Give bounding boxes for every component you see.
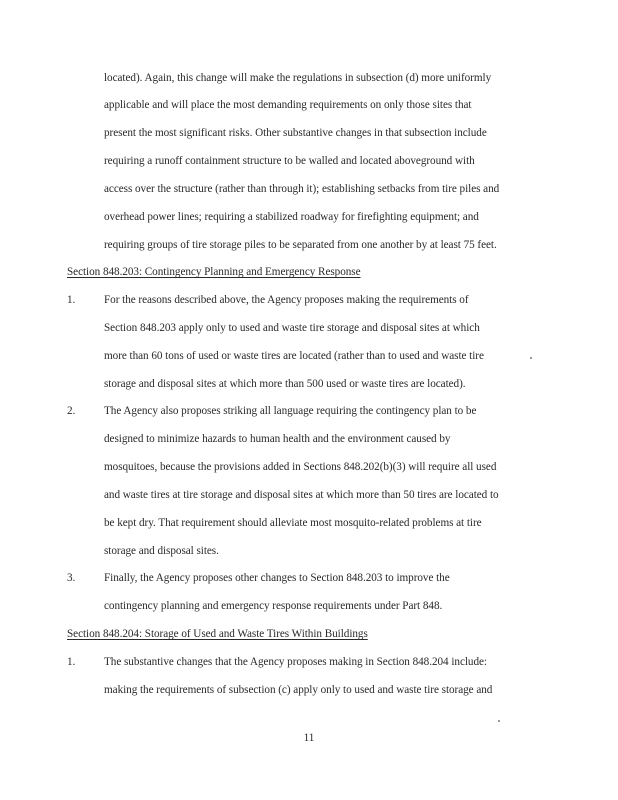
item-number: 2. [67,405,76,417]
item-line: For the reasons described above, the Agency proposes making the requirements of [104,294,469,306]
paragraph-line: applicable and will place the most demanding requirements on only those sites that [104,99,472,111]
item-line: storage and disposal sites. [104,545,219,557]
item-line: The substantive changes that the Agency proposes making in Section 848.204 include: [104,656,487,668]
item-line: making the requirements of subsection (c) apply only to used and waste tire storage and [104,684,493,696]
item-line: storage and disposal sites at which more than 500 used or waste tires are located). [104,378,466,390]
item-number: 1. [67,294,76,306]
item-line: Finally, the Agency proposes other changes to Section 848.203 to improve the [104,572,450,584]
item-line: be kept dry. That requirement should alleviate most mosquito-related problems at tire [104,517,482,529]
paragraph-line: present the most significant risks. Other substantive changes in that subsection include [104,127,487,139]
item-line: more than 60 tons of used or waste tires are located (rather than to used and waste tire [104,350,484,362]
item-line: and waste tires at tire storage and disposal sites at which more than 50 tires are located to [104,489,499,501]
section-heading: Section 848.203: Contingency Planning and Emergency Response [67,266,361,278]
item-line: Section 848.203 apply only to used and waste tire storage and disposal sites at which [104,322,480,334]
page-number: 11 [303,732,315,744]
scan-speck [530,357,532,359]
item-line: contingency planning and emergency response requirements under Part 848. [104,600,443,612]
item-number: 3. [67,572,76,584]
item-number: 1. [67,656,76,668]
paragraph-line: access over the structure (rather than through it); establishing setbacks from tire piles and [104,183,500,195]
item-line: mosquitoes, because the provisions added in Sections 848.202(b)(3) will require all used [104,461,497,473]
paragraph-line: requiring groups of tire storage piles to be separated from one another by at least 75 feet. [104,239,497,251]
paragraph-line: requiring a runoff containment structure to be walled and located aboveground with [104,155,475,167]
scan-speck [498,720,500,722]
item-line: designed to minimize hazards to human health and the environment caused by [104,433,451,445]
paragraph-line: located). Again, this change will make the regulations in subsection (d) more uniformly [104,72,492,84]
item-line: The Agency also proposes striking all language requiring the contingency plan to be [104,405,477,417]
section-heading: Section 848.204: Storage of Used and Waste Tires Within Buildings [67,628,368,640]
paragraph-line: overhead power lines; requiring a stabilized roadway for firefighting equipment; and [104,211,479,223]
